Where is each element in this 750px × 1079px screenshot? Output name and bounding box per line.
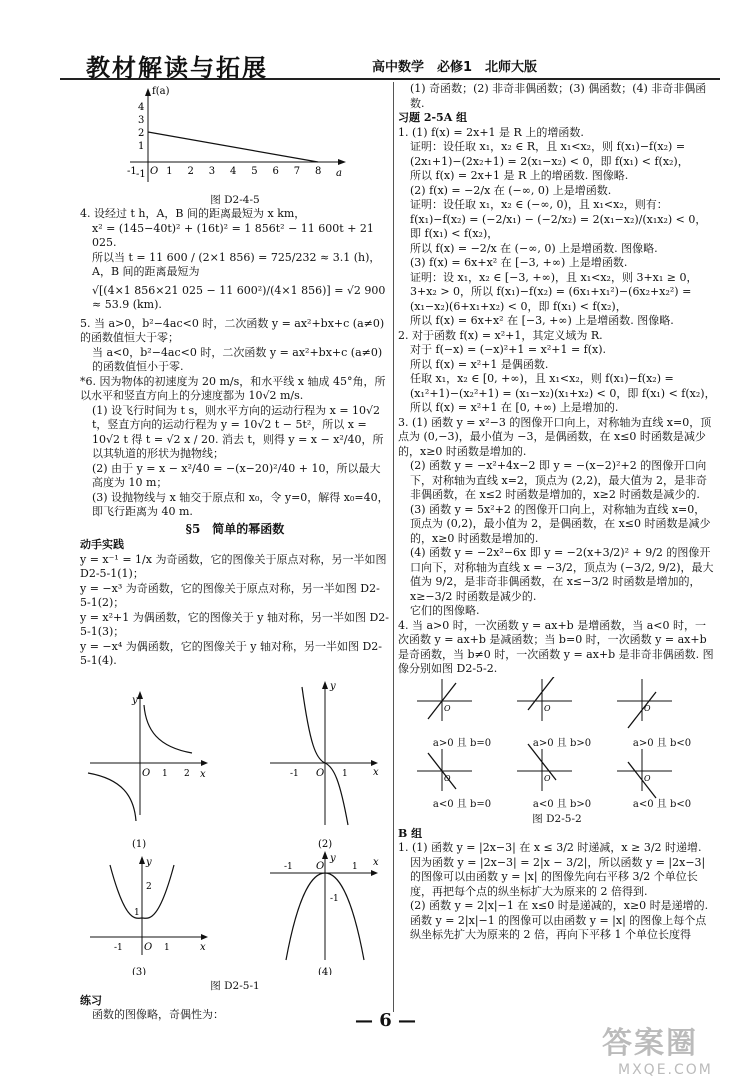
problem-4: 4. 设经过 t h，A，B 间的距离最短为 x km， <box>80 207 306 220</box>
graph-label: a<0 且 b>0 <box>532 798 592 810</box>
svg-text:x: x <box>200 941 206 953</box>
exercise-heading: 习题 2-5A 组 <box>398 111 468 124</box>
subsection-heading: 练习 <box>80 993 102 1007</box>
graph-label: a>0 且 b<0 <box>632 738 692 749</box>
text-line: (1) 奇函数；(2) 非奇非偶函数；(3) 偶函数；(4) 非奇非偶函数. <box>410 82 707 110</box>
ytick: 3 <box>138 115 145 126</box>
problem-6: *6. 因为物体的初速度为 20 m/s，和水平线 x 轴成 45°角，所以水平和竖直方向上的分速度都为 10√2 m/s. <box>80 374 386 402</box>
book-title: 教材解读与拓展 <box>86 54 268 82</box>
linear-graph <box>417 679 472 721</box>
subfigure-label: (1) <box>132 838 147 850</box>
graph-4 <box>270 851 379 975</box>
svg-text:1: 1 <box>352 861 358 872</box>
svg-text:O: O <box>316 767 325 779</box>
graph-labels-row2 <box>412 798 712 813</box>
linear-graph <box>617 749 672 798</box>
exercise-heading: B 组 <box>398 826 423 840</box>
svg-text:2: 2 <box>184 768 190 779</box>
svg-text:-1: -1 <box>114 942 123 953</box>
svg-text:O: O <box>444 773 451 783</box>
graph-label: a<0 且 b<0 <box>632 798 692 810</box>
text-line: 对于 f(−x) = (−x)²+1 = x²+1 = f(x). <box>410 343 607 356</box>
xtick: 7 <box>293 166 301 177</box>
page-header <box>60 48 720 80</box>
xtick: 3 <box>208 166 216 177</box>
subsection-heading: 动手实践 <box>80 538 124 551</box>
book-subtitle: 高中数学 必修1 北师大版 <box>372 60 538 75</box>
svg-text:O: O <box>644 703 651 713</box>
text-line: 即 f(x₁) < f(x₂)， <box>410 227 499 240</box>
svg-text:1: 1 <box>134 907 140 918</box>
problem-5: 5. 当 a>0，b²−4ac<0 时，二次函数 y = ax²+bx+c (a≠0) 的函数值恒大于零； <box>80 316 385 344</box>
watermark-logo <box>602 1018 742 1076</box>
svg-text:O: O <box>644 773 651 783</box>
svg-text:O: O <box>444 703 451 713</box>
text-line: (1) 设飞行时间为 t s，则水平方向的运动行程为 x = 10√2 t，竖直方向的运动行程为 y = 10√2 t − 5t²，所以 x = 10√2 t 得 t = √2 x / 20. 消去 t，则得 y = x − x²/40，所以其轨道的形状为抛物线； <box>92 403 384 460</box>
watermark-url: MXQE.COM <box>618 1062 713 1078</box>
svg-text:O: O <box>144 941 153 953</box>
text-line: f(x₁)−f(x₂) = (−2/x₁) − (−2/x₂) = 2(x₁−x₂)/(x₁x₂) < 0， <box>410 212 707 226</box>
svg-text:O: O <box>316 860 325 872</box>
graph-label: a>0 且 b>0 <box>532 738 592 749</box>
graph-1 <box>88 691 208 850</box>
text-line: 1. (1) f(x) = 2x+1 是 R 上的增函数. <box>398 125 584 139</box>
svg-text:-1: -1 <box>284 861 293 872</box>
fig-ylabel: f(a) <box>152 86 170 97</box>
right-column <box>398 82 716 943</box>
xtick: 6 <box>272 166 279 177</box>
text-line: 所以 f(x) = x²+1 是偶函数. <box>410 357 549 371</box>
text-line: y = −x⁴ 为偶函数，它的图像关于 y 轴对称，另一半如图 D2-5-1(4). <box>80 639 382 667</box>
svg-text:1: 1 <box>162 768 168 779</box>
text-line: 证明：设任取 x₁，x₂ ∈ R，且 x₁<x₂，则 f(x₁)−f(x₂) = (2x₁+1)−(2x₂+1) = 2(x₁−x₂) < 0，即 f(x₁) < f(x₂)， <box>410 140 689 168</box>
linear-graph <box>417 749 472 791</box>
page-number: — 6 — <box>355 1010 417 1031</box>
text-line: (2) 函数 y = −x²+4x−2 即 y = −(x−2)²+2 的图像开口向下，对称轴为直线 x=2，顶点为 (2,2)，最大值为 2，是非奇非偶函数，在 x≤2 时函数是增加的，x≥2 时函数是减少的. <box>410 459 707 501</box>
subfigure-label: (3) <box>132 966 147 975</box>
linear-graph <box>517 677 572 721</box>
xtick: -1 <box>127 166 137 177</box>
ytick: -1 <box>136 169 146 180</box>
svg-text:O: O <box>544 773 551 783</box>
text-line: 它们的图像略. <box>410 604 480 617</box>
text-line: (2) 由于 y = x − x²/40 = −(x−20)²/40 + 10，所以最大高度为 10 m； <box>92 461 381 489</box>
section-heading: §5 简单的幂函数 <box>185 521 285 536</box>
text-line: 函数的图像略，奇偶性为： <box>92 1008 224 1021</box>
text-line: (3) 函数 y = 5x²+2 的图像开口向上，对称轴为直线 x=0，顶点为 (0,2)，最小值为 2，是偶函数，在 x≤0 时函数是减少的，x≥0 时函数是增加的. <box>410 502 711 545</box>
watermark-text: 答案圈 <box>602 1026 698 1061</box>
text-line: 证明：设任取 x₁，x₂ ∈ (−∞, 0)，且 x₁<x₂，则有： <box>410 198 668 211</box>
graph-2 <box>270 681 379 850</box>
figure-caption: 图 D2-4-5 <box>210 193 260 206</box>
xtick: 1 <box>166 166 173 177</box>
text-line: x² = (145−40t)² + (16t)² = 1 856t² − 11 600t + 21 025. <box>92 221 374 249</box>
svg-text:y: y <box>146 856 152 868</box>
ytick: 4 <box>138 102 145 113</box>
svg-text:x: x <box>373 856 379 868</box>
column-divider <box>393 82 394 1012</box>
text-line: y = −x³ 为奇函数，它的图像关于原点对称，另一半如图 D2-5-1(2)； <box>80 581 380 609</box>
svg-text:y: y <box>330 680 336 692</box>
text-line: 2. 对于函数 f(x) = x²+1，其定义域为 R. <box>398 328 603 342</box>
svg-text:x: x <box>200 768 206 780</box>
figure-d2-5-1 <box>80 675 390 975</box>
text-line: √[(4×1 856×21 025 − 11 600²)/(4×1 856)] = √2 900 ≈ 53.9 (km). <box>92 283 386 311</box>
text-line: y = x⁻¹ = 1/x 为奇函数，它的图像关于原点对称，另一半如图 D2-5-1(1)； <box>80 552 387 580</box>
svg-text:-1: -1 <box>330 893 339 904</box>
graph-label: a<0 且 b=0 <box>432 798 492 810</box>
text-line: 所以 f(x) = x²+1 在 [0, +∞) 上是增加的. <box>410 401 619 414</box>
svg-text:O: O <box>544 703 551 713</box>
text-line: y = x²+1 为偶函数，它的图像关于 y 轴对称，另一半如图 D2-5-1(3)； <box>80 610 389 638</box>
ytick: 1 <box>138 141 145 152</box>
text-line: 4. 当 a>0 时，一次函数 y = ax+b 是增函数，当 a<0 时，一次函数 y = ax+b 是减函数；当 b=0 时，一次函数 y = ax+b 是奇函数，当 b≠0 时，一次函数 y = ax+b 是非奇非偶函数. 图像分别如图 D2-5-2. <box>398 618 714 675</box>
linear-graph <box>617 679 672 728</box>
text-line: 1. (1) 函数 y = |2x−3| 在 x ≤ 3/2 时递减，x ≥ 3/2 时递增. <box>398 841 702 854</box>
xtick: 4 <box>230 166 237 177</box>
origin-label: O <box>150 166 159 177</box>
text-line: 任取 x₁，x₂ ∈ [0, +∞)，且 x₁<x₂，则 f(x₁)−f(x₂) = (x₁²+1)−(x₂²+1) = (x₁−x₂)(x₁+x₂) < 0，即 f(x₁) < f(x₂)， <box>410 372 716 400</box>
figure-caption: 图 D2-5-2 <box>532 813 582 825</box>
text-line: (2) 函数 y = 2|x|−1 在 x≤0 时是递减的，x≥0 时是递增的. <box>410 899 709 912</box>
xtick: 5 <box>251 166 258 177</box>
svg-text:-1: -1 <box>290 768 299 779</box>
fig-xlabel: a <box>336 168 342 179</box>
graph-3 <box>90 856 208 975</box>
text-line: 证明：设 x₁，x₂ ∈ [−3, +∞)，且 x₁<x₂，则 3+x₁ ≥ 0，3+x₂ > 0，所以 f(x₁)−f(x₂) = (6x₁+x₁²)−(6x₂+x₂²) = (x₁−x₂)(6+x₁+x₂) < 0，即 f(x₁) < f(x₂)， <box>410 270 698 313</box>
svg-text:1: 1 <box>342 768 348 779</box>
text-line: 所以 f(x) = 6x+x² 在 [−3, +∞) 上是增函数. 图像略. <box>410 314 674 327</box>
svg-text:x: x <box>373 766 379 778</box>
figure-d2-4-5 <box>80 82 380 194</box>
text-line: 3. (1) 函数 y = x²−3 的图像开口向上，对称轴为直线 x=0，顶点为 (0,−3)，最小值为 −3，是偶函数，在 x≤0 时函数是减少的，x≥0 时函数是增加的. <box>398 415 712 458</box>
graph-labels-row1 <box>412 737 712 752</box>
svg-text:y: y <box>330 852 336 864</box>
text-line: (3) f(x) = 6x+x² 在 [−3, +∞) 上是增函数. <box>410 256 628 269</box>
svg-text:y: y <box>132 694 138 706</box>
subfigure-label: (4) <box>318 966 333 975</box>
ytick: 2 <box>138 128 145 139</box>
svg-text:O: O <box>142 767 151 779</box>
text-line: 当 a<0，b²−4ac<0 时，二次函数 y = ax²+bx+c (a≠0) 的函数值恒小于零. <box>92 345 383 373</box>
text-line: 所以 f(x) = 2x+1 是 R 上的增函数. 图像略. <box>410 169 629 182</box>
text-line: (4) 函数 y = −2x²−6x 即 y = −2(x+3/2)² + 9/2 的图像开口向下，对称轴为直线 x = −3/2，顶点为 (−3/2, 9/2)，最大值为 9/2，是非奇非偶函数，在 x≤−3/2 时函数是增加的，x≥−3/2 时函数是减少的. <box>410 546 714 603</box>
left-column <box>80 82 390 1023</box>
svg-text:2: 2 <box>146 881 152 892</box>
text-line: 函数 y = 2|x|−1 的图像可以由函数 y = |x| 的图像上每个点纵坐标先扩大为原来的 2 倍，再向下平移 1 个单位长度得 <box>410 913 707 941</box>
xtick: 8 <box>315 166 322 177</box>
svg-text:1: 1 <box>164 942 170 953</box>
text-line: 所以 f(x) = −2/x 在 (−∞, 0) 上是增函数. 图像略. <box>410 241 658 255</box>
figure-caption: 图 D2-5-1 <box>210 980 260 992</box>
text-line: (3) 设抛物线与 x 轴交于原点和 x₀，令 y=0，解得 x₀=40，即飞行距离为 40 m. <box>92 490 389 518</box>
xtick: 2 <box>187 166 194 177</box>
graph-label: a>0 且 b=0 <box>432 738 492 749</box>
text-line: 所以当 t = 11 600 / (2×1 856) = 725/232 ≈ 3.1 (h)，A，B 间的距离最短为 <box>92 250 381 278</box>
function-line <box>148 132 318 162</box>
text-line: 因为函数 y = |2x−3| = 2|x − 3/2|，所以函数 y = |2x−3| 的图像可以由函数 y = |x| 的图像先向右平移 3/2 个单位长度，再把每个点的纵坐标扩大为原来的 2 倍得到. <box>410 855 706 898</box>
subfigure-label: (2) <box>318 838 333 850</box>
text-line: (2) f(x) = −2/x 在 (−∞, 0) 上是增函数. <box>410 183 612 197</box>
